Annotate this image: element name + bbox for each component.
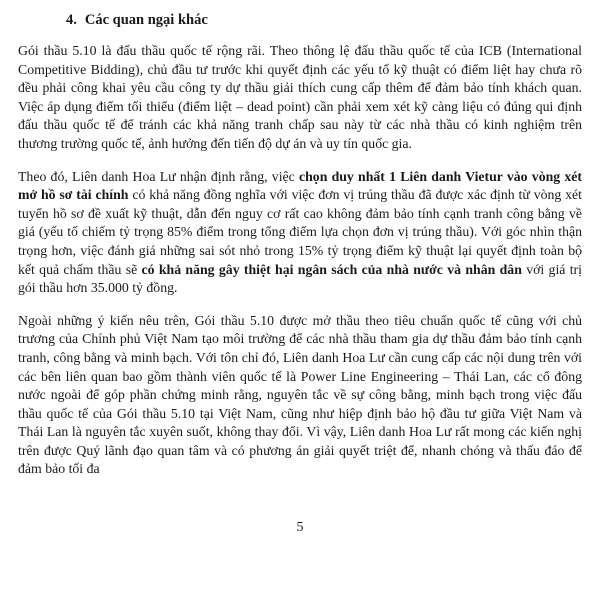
paragraph-1	[18, 42, 582, 154]
paragraph-2	[18, 168, 582, 298]
paragraph-text: có khả năng đồng nghĩa với việc đơn vị trúng thầu đã được xác định từ vòng xét tuyển hồ sơ đề xuất kỹ thuật, dẫn đến nguy cơ rất cao không đảm bảo tính cạnh tranh công bằng về giá (yếu tố chiếm tỷ trọng 85% điểm trong tổng điểm lựa chọn đơn vị trúng thầu). Với góc nhìn thận trọng hơn, việc đánh giá những sai sót nhỏ trong 15% tỷ trọng điểm kỹ thuật lại quyết định toàn bộ kết quả chấm thầu sẽ	[18, 187, 583, 277]
paragraph-text: Gói thầu 5.10 là đấu thầu quốc tế rộng rãi. Theo thông lệ đấu thầu quốc tế của ICB (International Competitive Bidding), chủ đầu tư trước khi quyết định các yếu tố kỹ thuật có điểm liệt hay chưa rõ đều phải công khai yêu cầu công ty dự thầu giải thích cung cấp thêm để đảm bảo tính khách quan. Việc áp dụng điểm tối thiểu (điểm liệt – dead point) cần phải xem xét kỹ càng liệu có đúng qui định đấu thầu quốc tế để tránh các khả năng tranh chấp sau này từ các nhà thầu có kinh nghiệm trên thương trường quốc tế, ảnh hưởng đến tiến độ dự án và uy tín quốc gia.	[18, 43, 582, 151]
emphasis-text: chọn duy nhất 1 Liên danh Vietur vào vòng xét mở hồ sơ tài chính	[18, 168, 582, 203]
section-title: Các quan ngại khác	[84, 12, 208, 28]
emphasis-text: có khả năng gây thiệt hại ngân sách của nhà nước và nhân dân	[141, 261, 522, 277]
paragraph-text: Theo đó, Liên danh Hoa Lư nhận định rằng, việc	[18, 168, 299, 184]
paragraph-text: Ngoài những ý kiến nêu trên, Gói thầu 5.10 được mở thầu theo tiêu chuẩn quốc tế cũng với chủ trương của Chính phủ Việt Nam tạo môi trường để các nhà thầu tham gia dự thầu đảm bảo tính cạnh tranh, công bằng và minh bạch. Với tôn chỉ đó, Liên danh Hoa Lư cần cung cấp các nội dung trên với các bên liên quan bao gồm thành viên quốc tế là Power Line Engineering – Thái Lan, các cổ đông nước ngoài để góp phần chứng minh rằng, nguyên tắc về sự công bằng, minh bạch trong việc đấu thầu quốc tế của Gói thầu 5.10 tại Việt Nam, cũng như hiệp định bảo hộ đầu tư giữa Việt Nam và Thái Lan là nguyên tắc xuyên suốt, không thay đổi. Vì vậy, Liên danh Hoa Lư rất mong các kiến nghị trên được Quý lãnh đạo quan tâm và có phương án giải quyết triệt để, nhanh chóng và thấu đáo để đảm bảo tối đa	[18, 312, 582, 477]
section-number: 4.	[66, 12, 77, 28]
section-heading	[18, 10, 582, 30]
paragraph-text: với giá trị gói thầu hơn 35.000 tỷ đồng.	[18, 261, 582, 296]
paragraph-3	[18, 312, 582, 479]
page-number: 5	[296, 520, 304, 535]
